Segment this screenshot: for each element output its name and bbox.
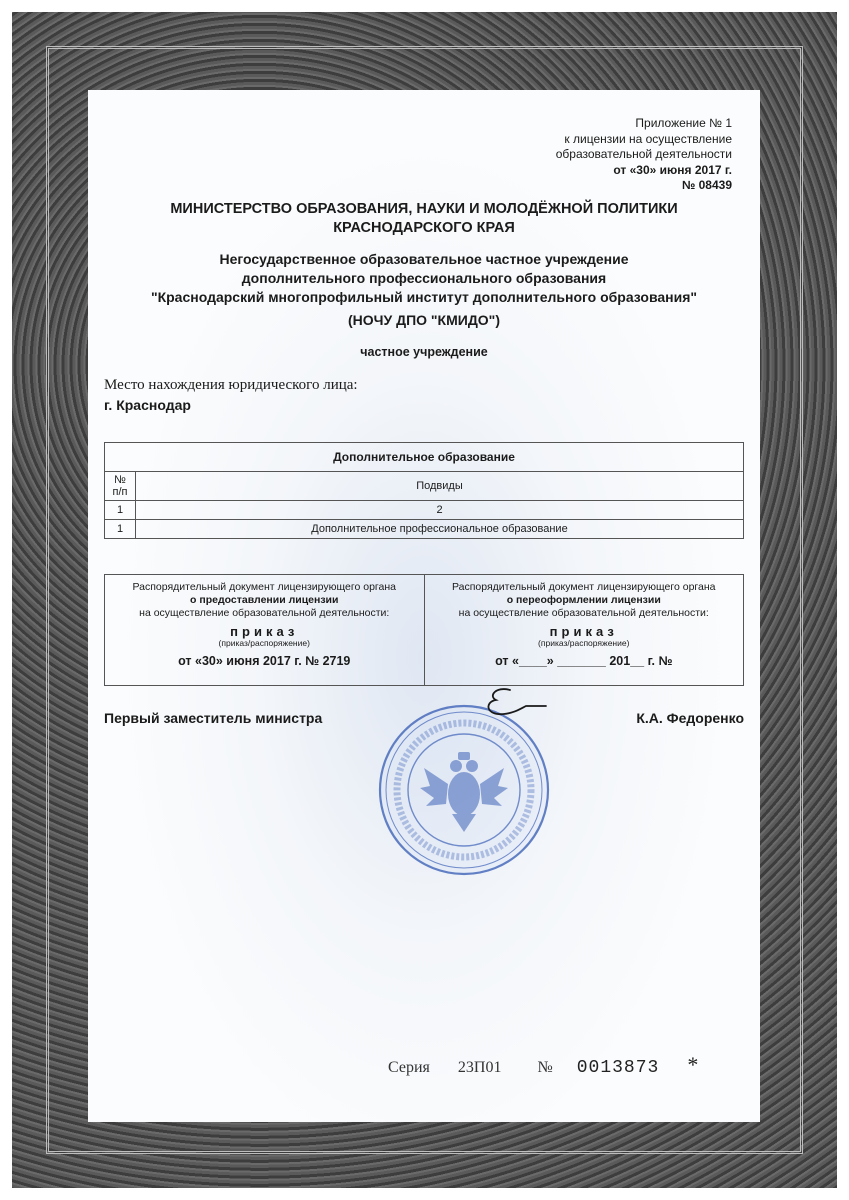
education-table: [104, 442, 744, 539]
organization-name: [88, 250, 760, 330]
ministry-line-1: МИНИСТЕРСТВО ОБРАЗОВАНИЯ, НАУКИ И МОЛОДЁЖНОЙ ПОЛИТИКИ: [170, 201, 678, 217]
ministry-title: [88, 200, 760, 238]
document-page: [88, 90, 760, 1122]
issue-date: от «30» июня 2017 г. № 2719: [178, 654, 351, 668]
orders-box: [104, 574, 744, 686]
annex-date: от «30» июня 2017 г.: [613, 162, 732, 177]
reissue-line-2: о переоформлении лицензии: [506, 594, 661, 606]
org-line-3: "Краснодарский многопрофильный институт дополнительного образования": [150, 289, 698, 305]
signature-icon: [480, 682, 550, 722]
annex-line-2: к лицензии на осуществление: [564, 131, 732, 146]
col-number-header: [105, 472, 136, 501]
table-header: Дополнительное образование: [105, 443, 744, 472]
annex-license-number: № 08439: [681, 178, 732, 192]
order-issue-column: [105, 575, 424, 685]
index-cell-2: 2: [136, 501, 744, 520]
order-reissue-column: [424, 575, 744, 685]
row-number: 1: [105, 520, 136, 539]
asterisk-mark: *: [687, 1052, 699, 1077]
issue-kind-note: (приказ/распоряжение): [218, 638, 310, 648]
seal-stamp-icon: [376, 702, 552, 878]
ministry-line-2: КРАСНОДАРСКОГО КРАЯ: [333, 220, 515, 236]
reissue-kind-note: (приказ/распоряжение): [538, 638, 630, 648]
signatory-name: К.А. Федоренко: [636, 710, 744, 726]
col-subtypes-header: Подвиды: [136, 472, 744, 501]
issue-line-3: на осуществление образовательной деятельности:: [139, 607, 390, 619]
col-number-line-2: п/п: [112, 486, 128, 498]
annex-reference: [432, 116, 732, 194]
row-subtype: Дополнительное профессиональное образование: [136, 520, 744, 539]
col-number-line-1: №: [114, 474, 126, 486]
table-row: [105, 520, 744, 539]
official-seal: [376, 702, 552, 883]
reissue-line-3: на осуществление образовательной деятельности:: [458, 607, 709, 619]
reissue-kind: приказ: [549, 624, 618, 639]
number-label: №: [537, 1059, 553, 1076]
annex-line-1: Приложение № 1: [635, 116, 732, 130]
location-value: г. Краснодар: [104, 397, 191, 413]
series-value: 23П01: [457, 1059, 502, 1076]
signature: [480, 682, 550, 727]
org-line-2: дополнительного профессионального образования: [241, 270, 607, 286]
organization-type: частное учреждение: [360, 345, 488, 359]
issue-kind: приказ: [230, 624, 299, 639]
issue-line-2: о предоставлении лицензии: [190, 594, 339, 606]
signatory-position: Первый заместитель министра: [104, 710, 323, 726]
series-label: Серия: [388, 1059, 430, 1076]
annex-line-3: образовательной деятельности: [555, 147, 732, 161]
blank-number: 0013873: [576, 1058, 660, 1078]
location-label: Место нахождения юридического лица:: [104, 377, 358, 393]
issue-line-1: Распорядительный документ лицензирующего органа: [132, 581, 396, 593]
reissue-date: от «____» _______ 201__ г. №: [495, 654, 673, 668]
org-line-1: Негосударственное образовательное частное учреждение: [219, 251, 629, 267]
index-cell-1: 1: [105, 501, 136, 520]
serial-row: [388, 1052, 698, 1078]
reissue-line-1: Распорядительный документ лицензирующего органа: [452, 581, 716, 593]
org-short-name: (НОЧУ ДПО "КМИДО"): [348, 312, 500, 328]
